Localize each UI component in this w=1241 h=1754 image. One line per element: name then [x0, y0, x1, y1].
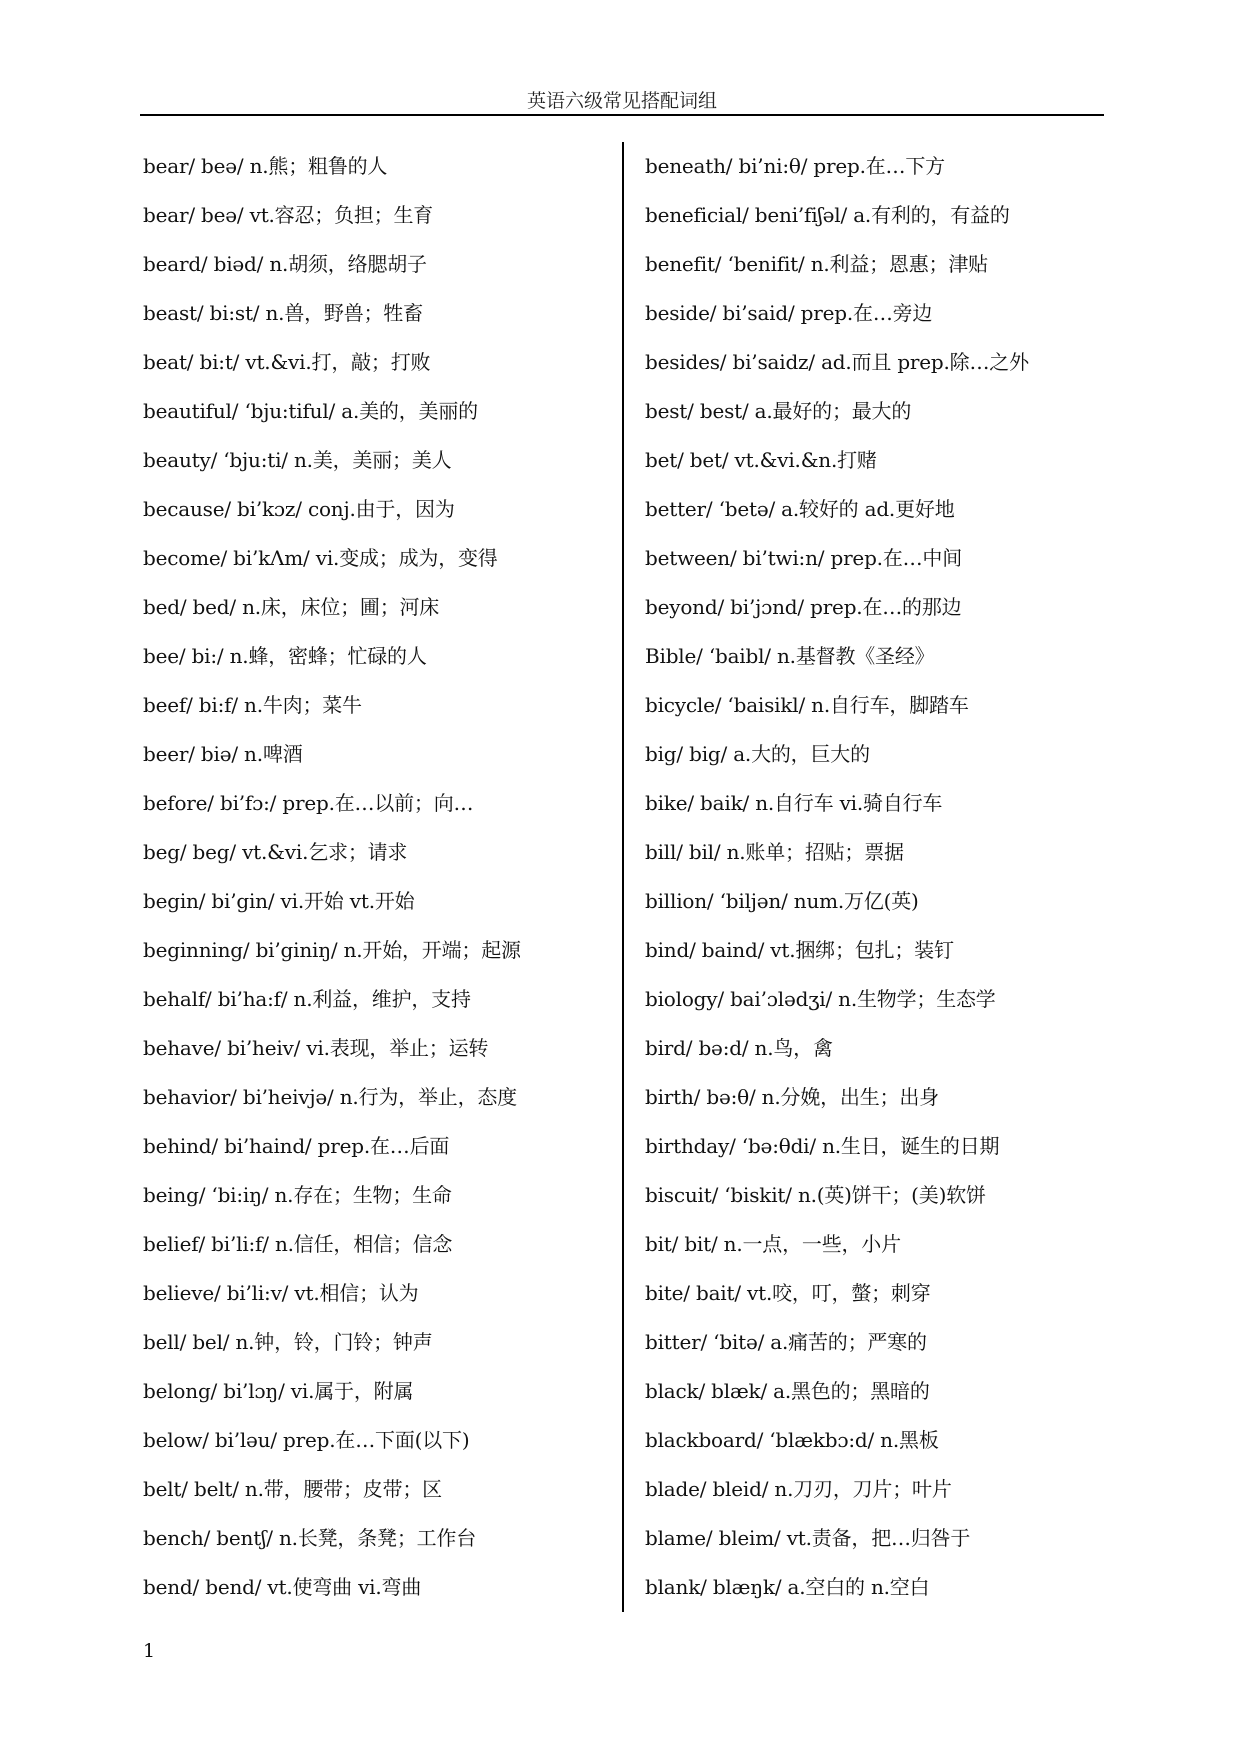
vocab-entry: beautiful/ ‘bju:tiful/ a.美的，美丽的: [143, 399, 478, 423]
vocab-entry: blade/ bleid/ n.刀刃，刀片；叶片: [645, 1477, 952, 1501]
vocab-entry: bend/ bend/ vt.使弯曲 vi.弯曲: [143, 1575, 422, 1599]
vocab-entry: beginning/ bi’giniŋ/ n.开始，开端；起源: [143, 938, 521, 962]
page-header-title: 英语六级常见搭配词组: [526, 90, 717, 112]
vocab-entry: black/ blæk/ a.黑色的；黑暗的: [645, 1379, 930, 1403]
vocab-entry: bike/ baik/ n.自行车 vi.骑自行车: [645, 791, 943, 815]
vocab-entry: being/ ‘bi:iŋ/ n.存在；生物；生命: [143, 1183, 452, 1207]
vocab-entry: bird/ bə:d/ n.鸟，禽: [645, 1036, 833, 1060]
page-number: 1: [143, 1640, 156, 1662]
vocab-entry: bench/ bentʃ/ n.长凳，条凳；工作台: [143, 1526, 477, 1550]
vocab-entry: begin/ bi’gin/ vi.开始 vt.开始: [143, 889, 415, 913]
vocab-entry: belief/ bi’li:f/ n.信任，相信；信念: [143, 1232, 453, 1256]
vocab-entry: beer/ biə/ n.啤酒: [143, 742, 303, 766]
vocab-entry: beauty/ ‘bju:ti/ n.美，美丽；美人: [143, 448, 452, 472]
vocab-entry: behalf/ bi’ha:f/ n.利益，维护，支持: [143, 987, 471, 1011]
vocab-entry: beef/ bi:f/ n.牛肉；菜牛: [143, 693, 362, 717]
vocab-entry: bitter/ ‘bitə/ a.痛苦的；严寒的: [645, 1330, 927, 1354]
vocab-entry: besides/ bi’saidz/ ad.而且 prep.除…之外: [645, 350, 1029, 374]
vocab-entry: bee/ bi:/ n.蜂，密蜂；忙碌的人: [143, 644, 427, 668]
vocab-entry: beside/ bi’said/ prep.在…旁边: [645, 301, 933, 325]
vocab-entry: behave/ bi’heiv/ vi.表现，举止；运转: [143, 1036, 489, 1060]
vocab-entry: beat/ bi:t/ vt.&vi.打，敲；打败: [143, 350, 431, 374]
vocab-entry: better/ ‘betə/ a.较好的 ad.更好地: [645, 497, 955, 521]
vocab-entry: bear/ beə/ n.熊；粗鲁的人: [143, 154, 388, 178]
vocab-entry: beast/ bi:st/ n.兽，野兽；牲畜: [143, 301, 423, 325]
vocab-entry: behavior/ bi’heivjə/ n.行为，举止，态度: [143, 1085, 517, 1109]
vocab-entry: biscuit/ ‘biskit/ n.(英)饼干；(美)软饼: [645, 1183, 986, 1207]
vocab-entry: bet/ bet/ vt.&vi.&n.打赌: [645, 448, 877, 472]
vocab-entry: bit/ bit/ n.一点，一些，小片: [645, 1232, 901, 1256]
vocab-entry: birthday/ ‘bə:θdi/ n.生日，诞生的日期: [645, 1134, 1000, 1158]
vocab-entry: before/ bi’fɔ:/ prep.在…以前；向…: [143, 791, 474, 815]
vocab-entry: because/ bi’kɔz/ conj.由于，因为: [143, 497, 455, 521]
column-divider: [622, 142, 624, 1612]
vocab-entry: below/ bi’ləu/ prep.在…下面(以下): [143, 1428, 470, 1452]
vocab-entry: bed/ bed/ n.床，床位；圃；河床: [143, 595, 440, 619]
vocab-entry: bill/ bil/ n.账单；招贴；票据: [645, 840, 904, 864]
vocab-entry: benefit/ ‘benifit/ n.利益；恩惠；津贴: [645, 252, 988, 276]
right-column: [645, 142, 1115, 1612]
vocab-entry: billion/ ‘biljən/ num.万亿(英): [645, 889, 919, 913]
vocab-entry: between/ bi’twi:n/ prep.在…中间: [645, 546, 963, 570]
vocab-entry: birth/ bə:θ/ n.分娩，出生；出身: [645, 1085, 939, 1109]
vocab-entry: blank/ blæŋk/ a.空白的 n.空白: [645, 1575, 930, 1599]
vocab-entry: blame/ bleim/ vt.责备，把…归咎于: [645, 1526, 971, 1550]
vocab-entry: beg/ beg/ vt.&vi.乞求；请求: [143, 840, 408, 864]
vocab-entry: big/ big/ a.大的，巨大的: [645, 742, 870, 766]
vocab-entry: bicycle/ ‘baisikl/ n.自行车，脚踏车: [645, 693, 969, 717]
vocab-entry: bite/ bait/ vt.咬，叮，螫；刺穿: [645, 1281, 931, 1305]
vocab-entry: blackboard/ ‘blækbɔ:d/ n.黑板: [645, 1428, 939, 1452]
vocab-entry: belong/ bi’lɔŋ/ vi.属于，附属: [143, 1379, 414, 1403]
vocab-entry: Bible/ ‘baibl/ n.基督教《圣经》: [645, 644, 935, 668]
vocab-entry: bear/ beə/ vt.容忍；负担；生育: [143, 203, 434, 227]
vocab-entry: beneficial/ beni’fiʃəl/ a.有利的，有益的: [645, 203, 1010, 227]
header-rule: [140, 114, 1104, 116]
left-column: [143, 142, 613, 1612]
vocab-entry: belt/ belt/ n.带，腰带；皮带；区: [143, 1477, 442, 1501]
vocab-entry: behind/ bi’haind/ prep.在…后面: [143, 1134, 450, 1158]
vocab-entry: bind/ baind/ vt.捆绑；包扎；装钉: [645, 938, 954, 962]
vocab-entry: beard/ biəd/ n.胡须，络腮胡子: [143, 252, 427, 276]
vocab-entry: believe/ bi’li:v/ vt.相信；认为: [143, 1281, 419, 1305]
vocab-entry: beyond/ bi’jɔnd/ prep.在…的那边: [645, 595, 962, 619]
vocab-entry: become/ bi’kΛm/ vi.变成；成为，变得: [143, 546, 498, 570]
vocab-entry: biology/ bai’ɔlədʒi/ n.生物学；生态学: [645, 987, 996, 1011]
vocab-entry: best/ best/ a.最好的；最大的: [645, 399, 912, 423]
vocab-entry: beneath/ bi’ni:θ/ prep.在…下方: [645, 154, 945, 178]
vocab-entry: bell/ bel/ n.钟，铃，门铃；钟声: [143, 1330, 433, 1354]
